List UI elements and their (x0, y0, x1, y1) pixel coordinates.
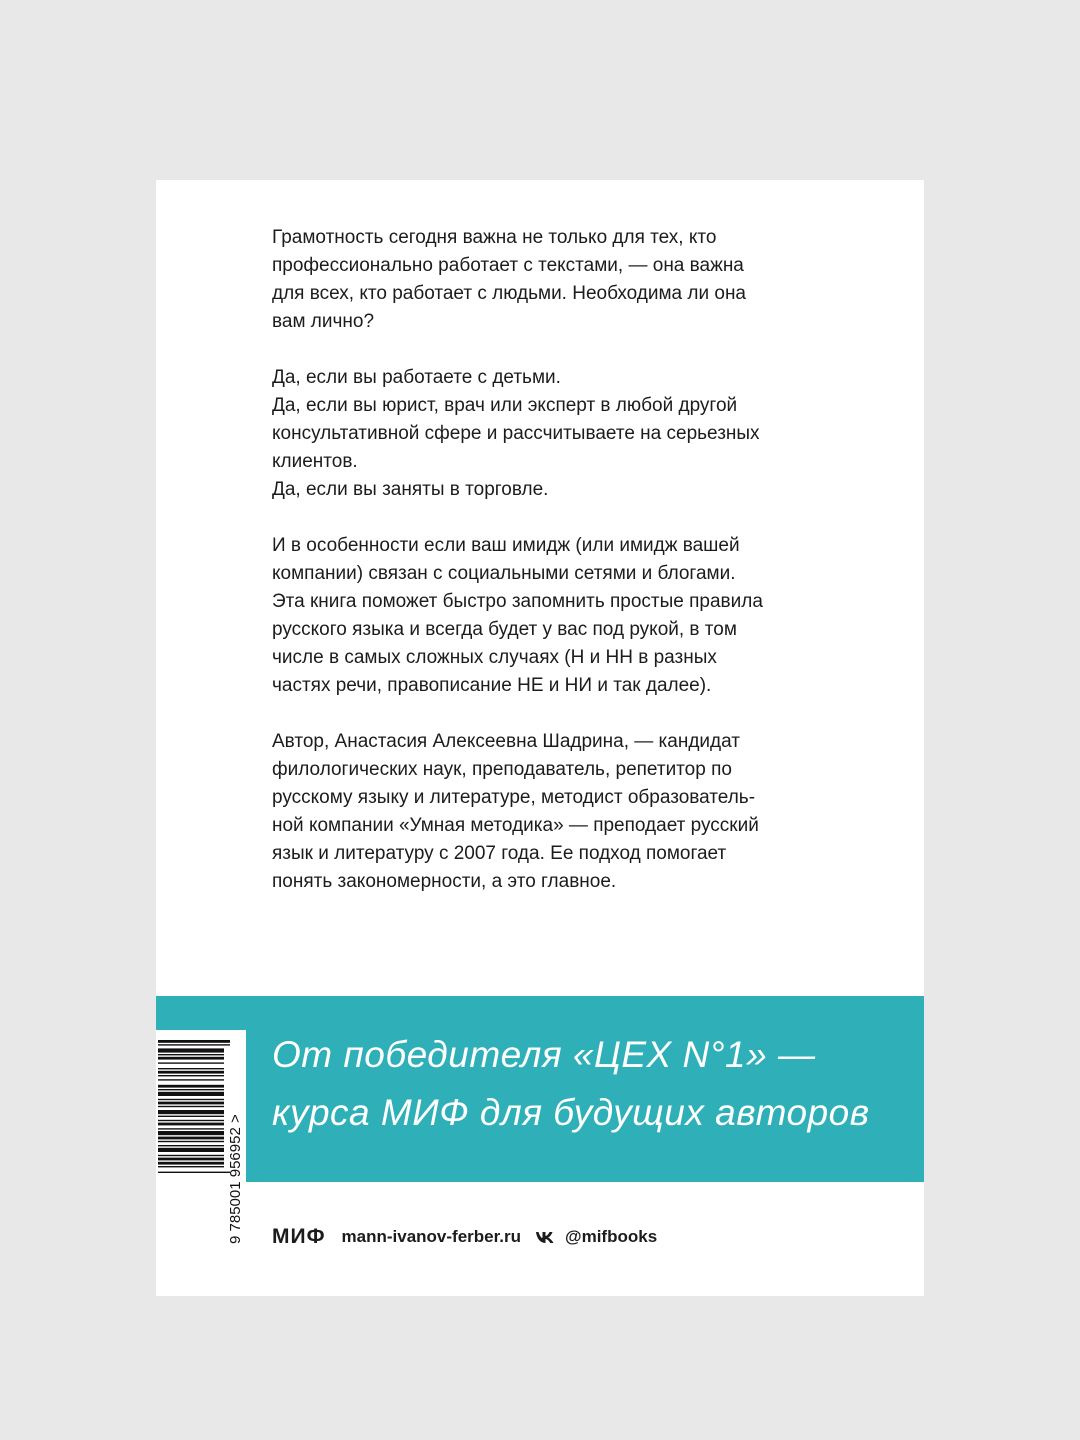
barcode-bar (158, 1120, 224, 1121)
tagline-line-2: курса МИФ для будущих авторов (272, 1092, 870, 1133)
barcode-bar (158, 1075, 224, 1076)
text-line: Да, если вы юрист, врач или эксперт в любой другой (272, 395, 738, 416)
barcode-bar (158, 1128, 224, 1129)
barcode-graphic (156, 1030, 246, 1250)
barcode-bar (158, 1062, 224, 1063)
barcode-bar (158, 1137, 224, 1140)
barcode-bar (158, 1085, 224, 1088)
text-line: консультативной сфере и рассчитываете на серьезных (272, 423, 760, 444)
barcode-bar (158, 1155, 224, 1156)
barcode-bar (158, 1110, 224, 1114)
barcode-bar (158, 1158, 224, 1161)
publisher-logo (272, 1225, 326, 1249)
text-line: русского языка и всегда будет у вас под рукой, в том (272, 619, 737, 640)
barcode-bar (158, 1106, 224, 1107)
barcode (156, 1030, 246, 1250)
text-line: филологических наук, преподаватель, репетитор по (272, 759, 732, 780)
barcode-bar (158, 1054, 224, 1055)
text-line: ной компании «Умная методика» — преподает русский (272, 815, 759, 836)
barcode-bar (158, 1116, 224, 1117)
barcode-bar (158, 1057, 224, 1060)
barcode-bar (158, 1089, 224, 1090)
barcode-bar (158, 1092, 224, 1096)
barcode-bar (158, 1040, 230, 1043)
barcode-bar (158, 1148, 224, 1152)
barcode-digits: 9 785001 956952 > (227, 1114, 244, 1244)
text-line: профессионально работает с текстами, — она важна (272, 255, 744, 276)
text-line: Грамотность сегодня важна не только для тех, кто (272, 227, 717, 248)
barcode-bar (158, 1068, 224, 1069)
blurb-text (272, 224, 812, 896)
text-line: клиентов. (272, 451, 358, 472)
barcode-bar (158, 1162, 224, 1165)
text-line: понять закономерности, а это главное. (272, 871, 617, 892)
paragraph (272, 364, 812, 504)
tagline-line-1: От победителя «ЦЕХ N°1» — (272, 1034, 816, 1075)
text-line: Автор, Анастасия Алексеевна Шадрина, — кандидат (272, 731, 740, 752)
website-link[interactable]: mann-ivanov-ferber.ru (341, 1227, 522, 1246)
barcode-bar (158, 1141, 224, 1142)
barcode-bar (158, 1044, 230, 1045)
barcode-bar (158, 1145, 224, 1146)
text-line: Да, если вы работаете с детьми. (272, 367, 561, 388)
text-line: числе в самых сложных случаях (Н и НН в разных (272, 647, 717, 668)
promo-banner (156, 996, 924, 1182)
barcode-bar (158, 1123, 224, 1126)
banner-tagline (272, 1026, 870, 1142)
barcode-bar (158, 1079, 224, 1080)
publisher-footer (272, 1226, 657, 1248)
text-line: Эта книга поможет быстро запомнить простые правила (272, 591, 763, 612)
barcode-bar (158, 1172, 230, 1173)
vk-icon[interactable] (535, 1230, 555, 1244)
paragraph (272, 224, 812, 336)
barcode-bar (158, 1071, 224, 1074)
barcode-bar (158, 1166, 224, 1167)
paragraph (272, 728, 812, 896)
text-line: для всех, кто работает с людьми. Необходима ли она (272, 283, 746, 304)
text-line: Да, если вы заняты в торговле. (272, 479, 549, 500)
text-line: частях речи, правописание НЕ и НИ и так далее). (272, 675, 712, 696)
paragraph (272, 532, 812, 700)
book-back-cover (156, 180, 924, 1296)
text-line: И в особенности если ваш имидж (или имидж вашей (272, 535, 740, 556)
barcode-bar (158, 1102, 224, 1105)
barcode-bars (158, 1040, 230, 1173)
text-line: вам лично? (272, 311, 375, 332)
barcode-bar (158, 1131, 224, 1135)
text-line: компании) связан с социальными сетями и блогами. (272, 563, 736, 584)
barcode-bar (158, 1048, 224, 1052)
barcode-bar (158, 1099, 224, 1100)
text-line: язык и литературу с 2007 года. Ее подход помогает (272, 843, 727, 864)
publisher-logo-text: МИФ (272, 1225, 326, 1248)
social-handle[interactable]: @mifbooks (565, 1227, 658, 1246)
text-line: русскому языку и литературе, методист образователь- (272, 787, 756, 808)
